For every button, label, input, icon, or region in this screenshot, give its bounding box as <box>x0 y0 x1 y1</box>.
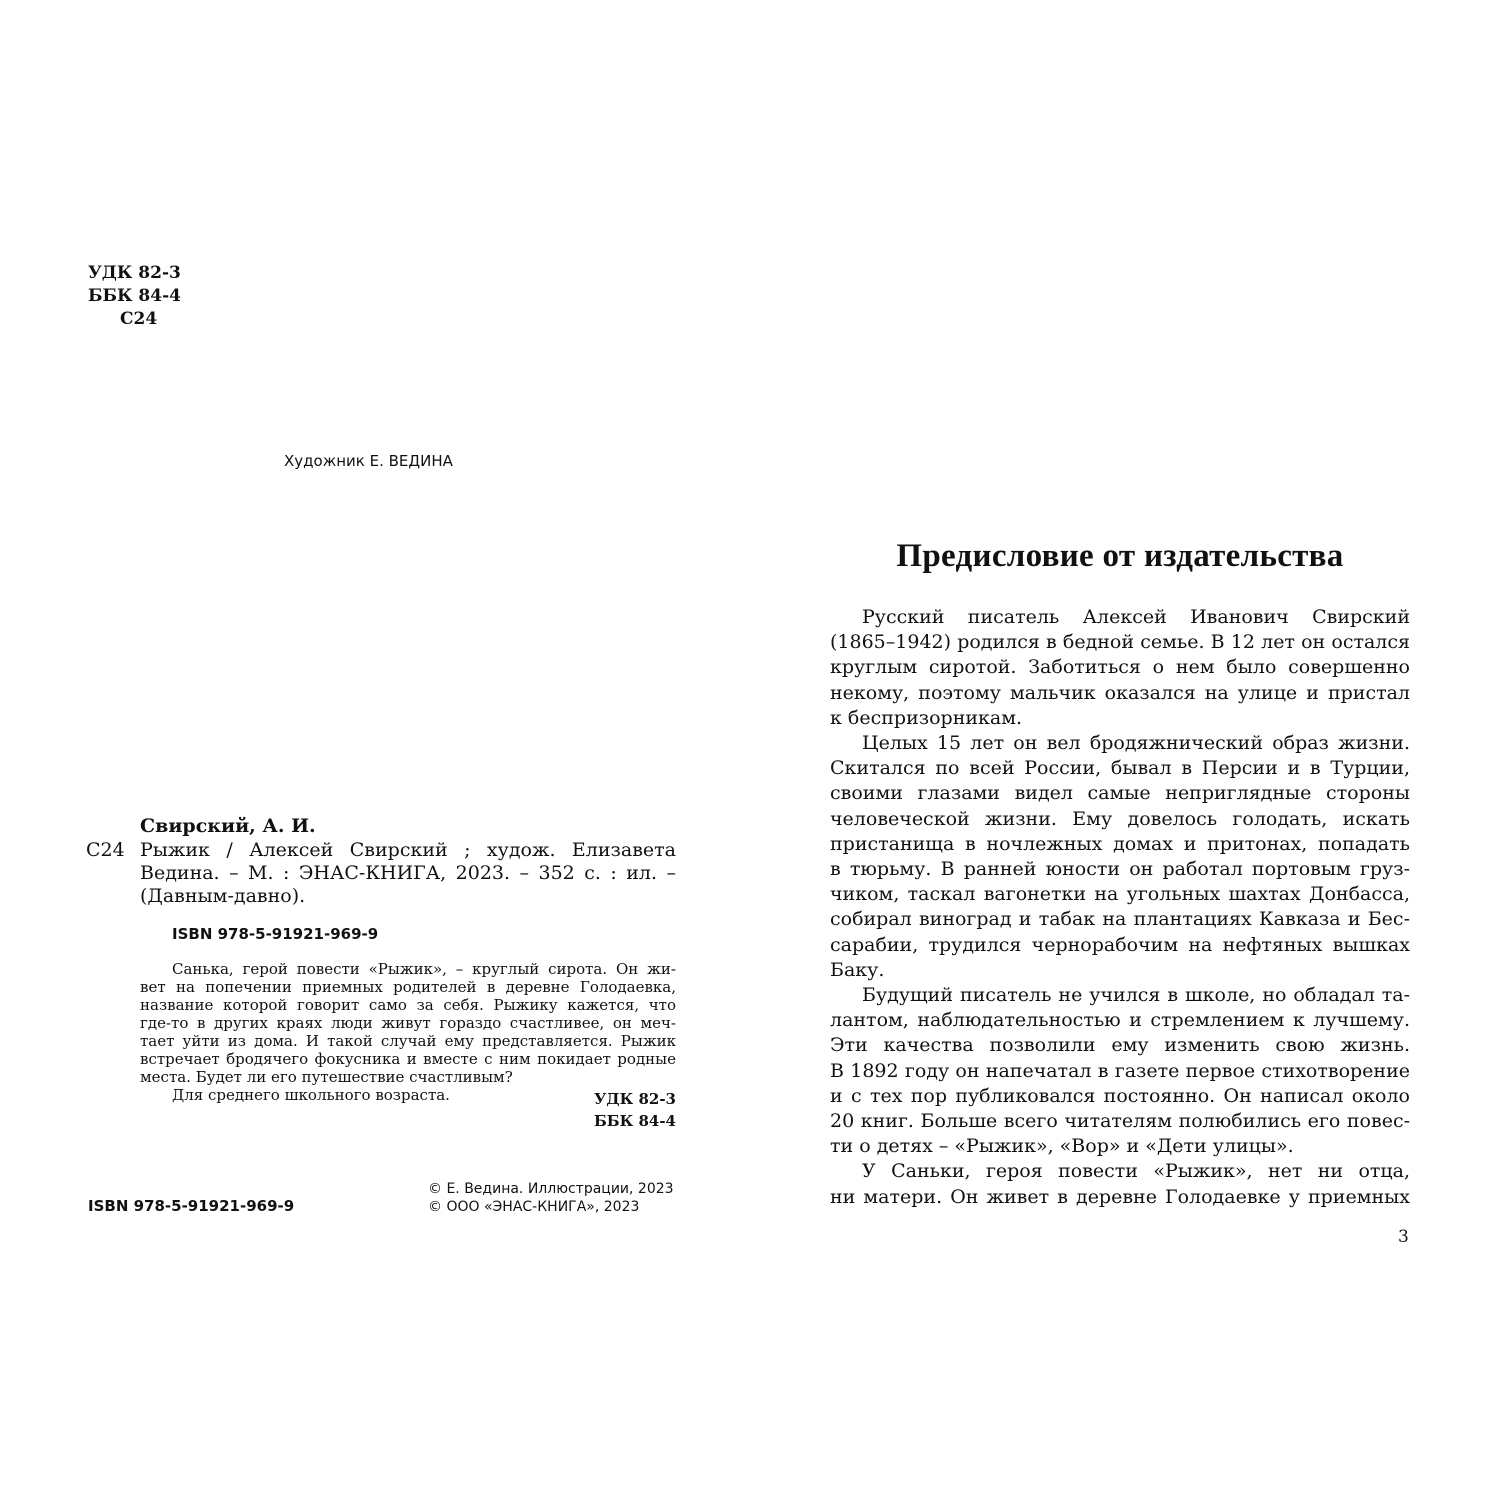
page-title: Предисловие от издательства <box>896 538 1344 574</box>
text-line: Баку. <box>830 958 885 981</box>
text-line: Русский писатель Алексей Иванович Свирский <box>862 606 1410 628</box>
text-line: Целых 15 лет он вел бродяжнический образ жизни. <box>862 732 1410 755</box>
text-line: В 1892 году он напечатал в газете первое стихотворение <box>830 1059 1410 1082</box>
copyright-line: © Е. Ведина. Иллюстрации, 2023 <box>428 1181 674 1197</box>
paragraph <box>830 605 1410 731</box>
paragraph <box>830 983 1410 1159</box>
text-line: Эти качества позволили ему изменить свою жизнь. <box>830 1034 1410 1057</box>
paragraph <box>830 731 1410 983</box>
annotation-codes <box>560 1088 676 1132</box>
annotation-line: места. Будет ли его путешествие счастливым? <box>140 1068 513 1086</box>
text-line: ни матери. Он живет в деревне Голодаевке у приемных <box>830 1185 1410 1208</box>
text-line: сарабии, трудился чернорабочим на нефтяных вышках <box>830 933 1410 956</box>
bibliography-description <box>140 839 676 908</box>
annotation-bbk-code: ББК 84-4 <box>593 1112 676 1130</box>
text-line: к беспризорникам. <box>830 706 1023 729</box>
text-line: Скитался по всей России, бывал в Персии и в Турции, <box>830 757 1410 780</box>
annotation-line: название которой говорит само за себя. Рыжику кажется, что <box>140 996 676 1014</box>
text-line: некому, поэтому мальчик оказался на улице и пристал <box>830 681 1410 704</box>
text-line: собирал виноград и табак на плантациях Кавказа и Бес- <box>830 908 1410 931</box>
text-line: круглым сиротой. Заботиться о нем было совершенно <box>830 656 1410 679</box>
annotation-line: встречает бродячего фокусника и вместе с ним покидает родные <box>140 1050 676 1068</box>
text-line: ти о детях – «Рыжик», «Вор» и «Дети улицы». <box>830 1135 1294 1158</box>
bibliography-line: Ведина. – М. : ЭНАС-КНИГА, 2023. – 352 с. : ил. – <box>140 862 676 884</box>
bibliography-author: Свирский, А. И. <box>140 815 316 837</box>
text-line: лантом, наблюдательностью и стремлением к лучшему. <box>830 1009 1410 1032</box>
annotation-line: Санька, герой повести «Рыжик», – круглый сирота. Он жи- <box>172 960 676 978</box>
bbk-code: ББК 84-4 <box>88 286 181 306</box>
bibliography-author-sign: С24 <box>86 839 125 861</box>
text-line: Будущий писатель не учился в школе, но обладал та- <box>862 984 1410 1007</box>
page-number: 3 <box>1398 1227 1409 1247</box>
text-line: 20 книг. Больше всего читателям полюбились его повес- <box>830 1110 1410 1133</box>
text-line: и с тех пор публиковался постоянно. Он написал около <box>830 1084 1410 1107</box>
classification-codes <box>88 262 181 331</box>
copyright-line: © ООО «ЭНАС-КНИГА», 2023 <box>428 1199 640 1215</box>
copyright-block <box>428 1180 674 1216</box>
annotation-udk-code: УДК 82-3 <box>594 1090 676 1108</box>
bibliography-line: (Давным-давно). <box>140 885 306 907</box>
author-sign: С24 <box>120 309 158 329</box>
annotation-line: тает уйти из дома. И такой случай ему представляется. Рыжик <box>140 1032 676 1050</box>
text-line: (1865–1942) родился в бедной семье. В 12 лет он остался <box>830 631 1410 654</box>
bibliography-isbn: ISBN 978-5-91921-969-9 <box>172 925 379 943</box>
paragraph <box>830 1159 1410 1209</box>
annotation-line: вет на попечении приемных родителей в деревне Голодаевка, <box>140 978 676 996</box>
text-line: человеческой жизни. Ему довелось голодать, искать <box>830 807 1410 830</box>
preface-text <box>830 605 1410 1210</box>
udk-code: УДК 82-3 <box>88 263 181 283</box>
text-line: в тюрьму. В ранней юности он работал портовым груз- <box>830 858 1410 881</box>
annotation <box>140 960 676 1104</box>
bottom-isbn: ISBN 978-5-91921-969-9 <box>88 1197 295 1215</box>
text-line: У Саньки, героя повести «Рыжик», нет ни отца, <box>862 1160 1410 1183</box>
text-line: чиком, таскал вагонетки на угольных шахтах Донбасса, <box>830 883 1410 906</box>
annotation-line: где-то в других краях люди живут гораздо счастливее, он меч- <box>140 1014 676 1032</box>
age-note: Для среднего школьного возраста. <box>172 1086 450 1104</box>
text-line: своими глазами видел самые неприглядные стороны <box>830 782 1410 805</box>
text-line: пристанища в ночлежных домах и притонах, попадать <box>830 832 1410 855</box>
illustrator-credit: Художник Е. ВЕДИНА <box>284 452 453 470</box>
bibliography-line: Рыжик / Алексей Свирский ; худож. Елизавета <box>140 839 676 861</box>
